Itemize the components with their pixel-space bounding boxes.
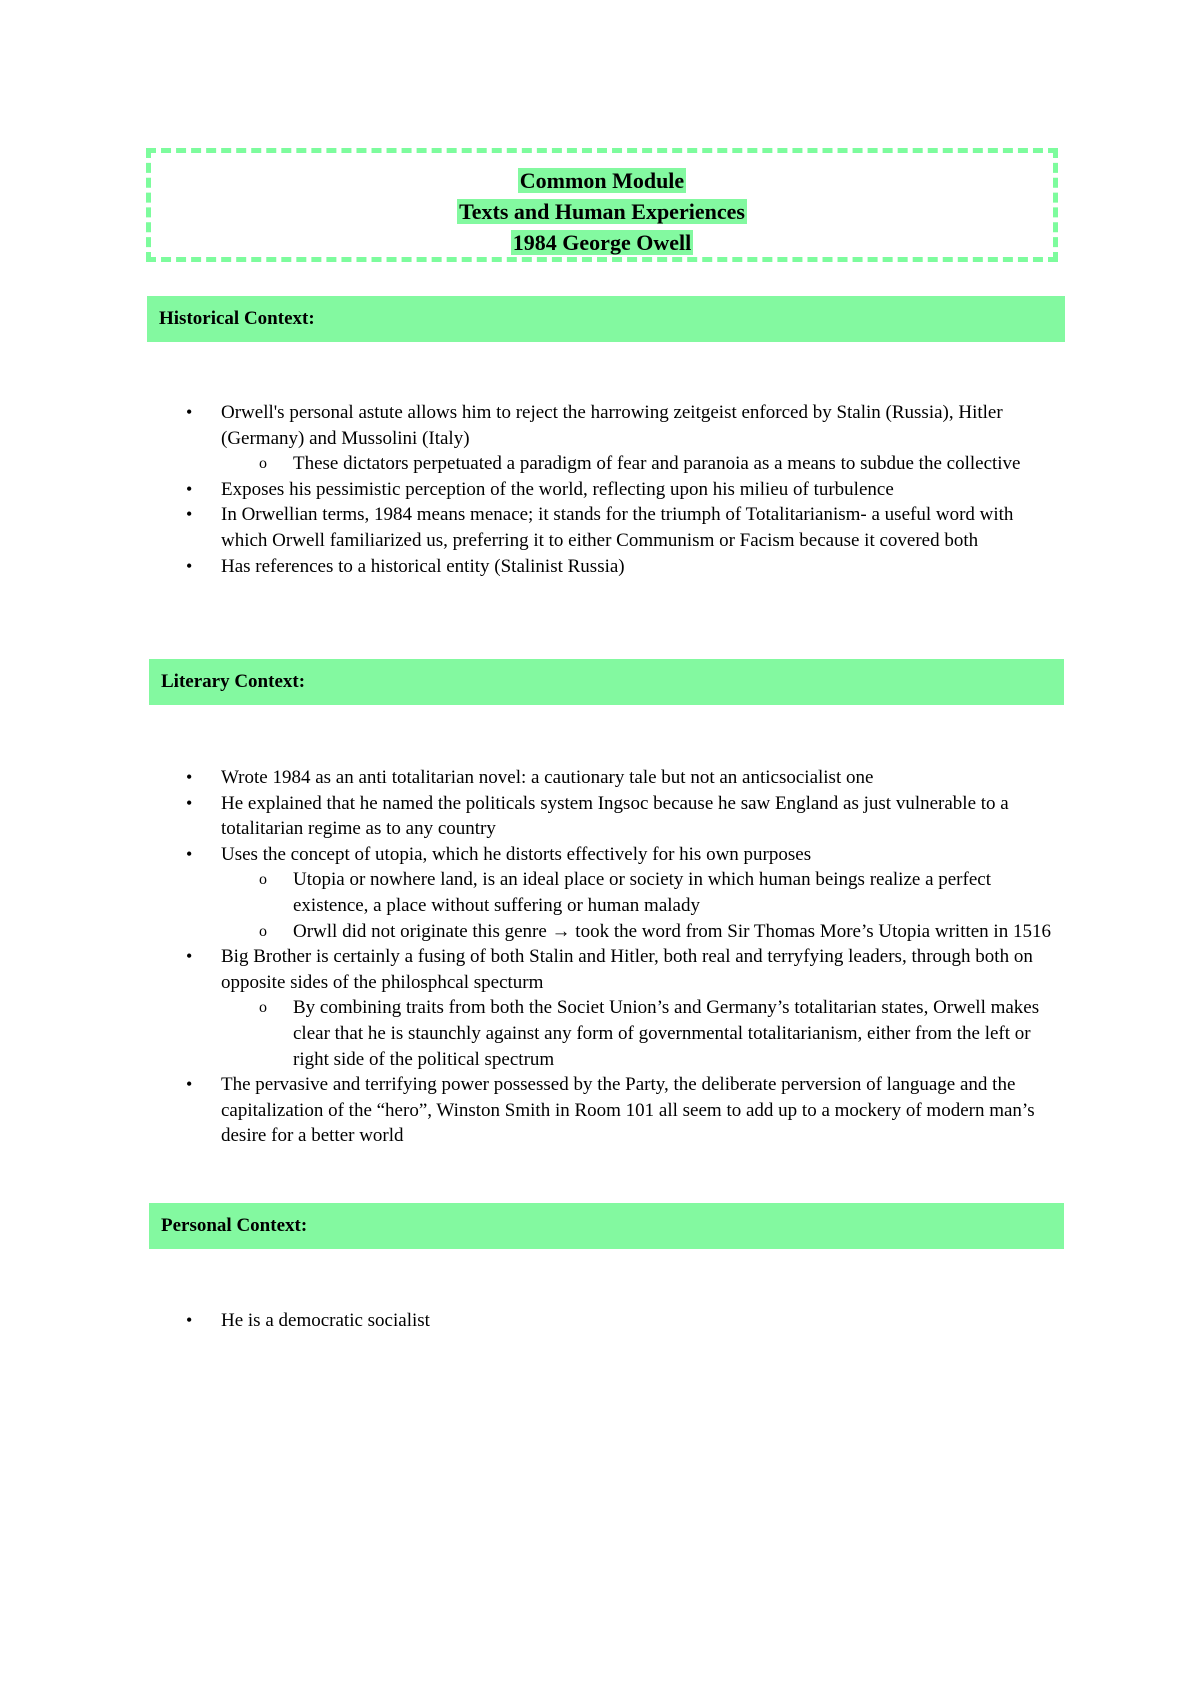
list-item: • The pervasive and terrifying power possessed by the Party, the deliberate perversion of language and the capitalization of the “hero”, Winston Smith in Room 101 all seem to add up to a mockery of modern man’s desire for a better world — [0, 1072, 1061, 1149]
title-box — [146, 148, 1058, 262]
title-line-1: Common Module — [519, 168, 685, 193]
list-item: • Big Brother is certainly a fusing of both Stalin and Hitler, both real and terryfying leaders, through both on opposite sides of the philosphcal specturm — [0, 944, 1061, 995]
list-sub-item: o Orwll did not originate this genre → took the word from Sir Thomas More’s Utopia written in 1516 — [0, 919, 1061, 945]
personal-context-heading: Personal Context: — [149, 1203, 1064, 1249]
title-line-3: 1984 George Owell — [512, 230, 692, 255]
historical-context-list — [0, 400, 1061, 579]
literary-context-heading: Literary Context: — [149, 659, 1064, 705]
list-sub-item: o These dictators perpetuated a paradigm of fear and paranoia as a means to subdue the collective — [0, 451, 1061, 477]
title-line-2: Texts and Human Experiences — [459, 199, 745, 224]
literary-context-list — [0, 765, 1061, 1149]
list-item: • In Orwellian terms, 1984 means menace; it stands for the triumph of Totalitarianism- a useful word with which Orwell familiarized us, preferring it to either Communism or Facism because it covered both — [0, 502, 1061, 553]
list-item: • Uses the concept of utopia, which he distorts effectively for his own purposes — [0, 842, 1061, 868]
list-item: • Wrote 1984 as an anti totalitarian novel: a cautionary tale but not an anticsocialist one — [0, 765, 1061, 791]
list-item: • He is a democratic socialist — [0, 1308, 1061, 1334]
list-sub-item: o By combining traits from both the Societ Union’s and Germany’s totalitarian states, Orwell makes clear that he is staunchly against any form of governmental totalitarianism, either from the left or right side of the political spectrum — [0, 995, 1061, 1072]
list-item: • Orwell's personal astute allows him to reject the harrowing zeitgeist enforced by Stalin (Russia), Hitler (Germany) and Mussolini (Italy) — [0, 400, 1061, 451]
historical-context-heading: Historical Context: — [147, 296, 1065, 342]
list-item: • Exposes his pessimistic perception of the world, reflecting upon his milieu of turbulence — [0, 477, 1061, 503]
personal-context-list — [0, 1308, 1061, 1334]
list-item: • Has references to a historical entity (Stalinist Russia) — [0, 554, 1061, 580]
list-sub-item: o Utopia or nowhere land, is an ideal place or society in which human beings realize a perfect existence, a place without suffering or human malady — [0, 867, 1061, 918]
list-item: • He explained that he named the politicals system Ingsoc because he saw England as just vulnerable to a totalitarian regime as to any country — [0, 791, 1061, 842]
